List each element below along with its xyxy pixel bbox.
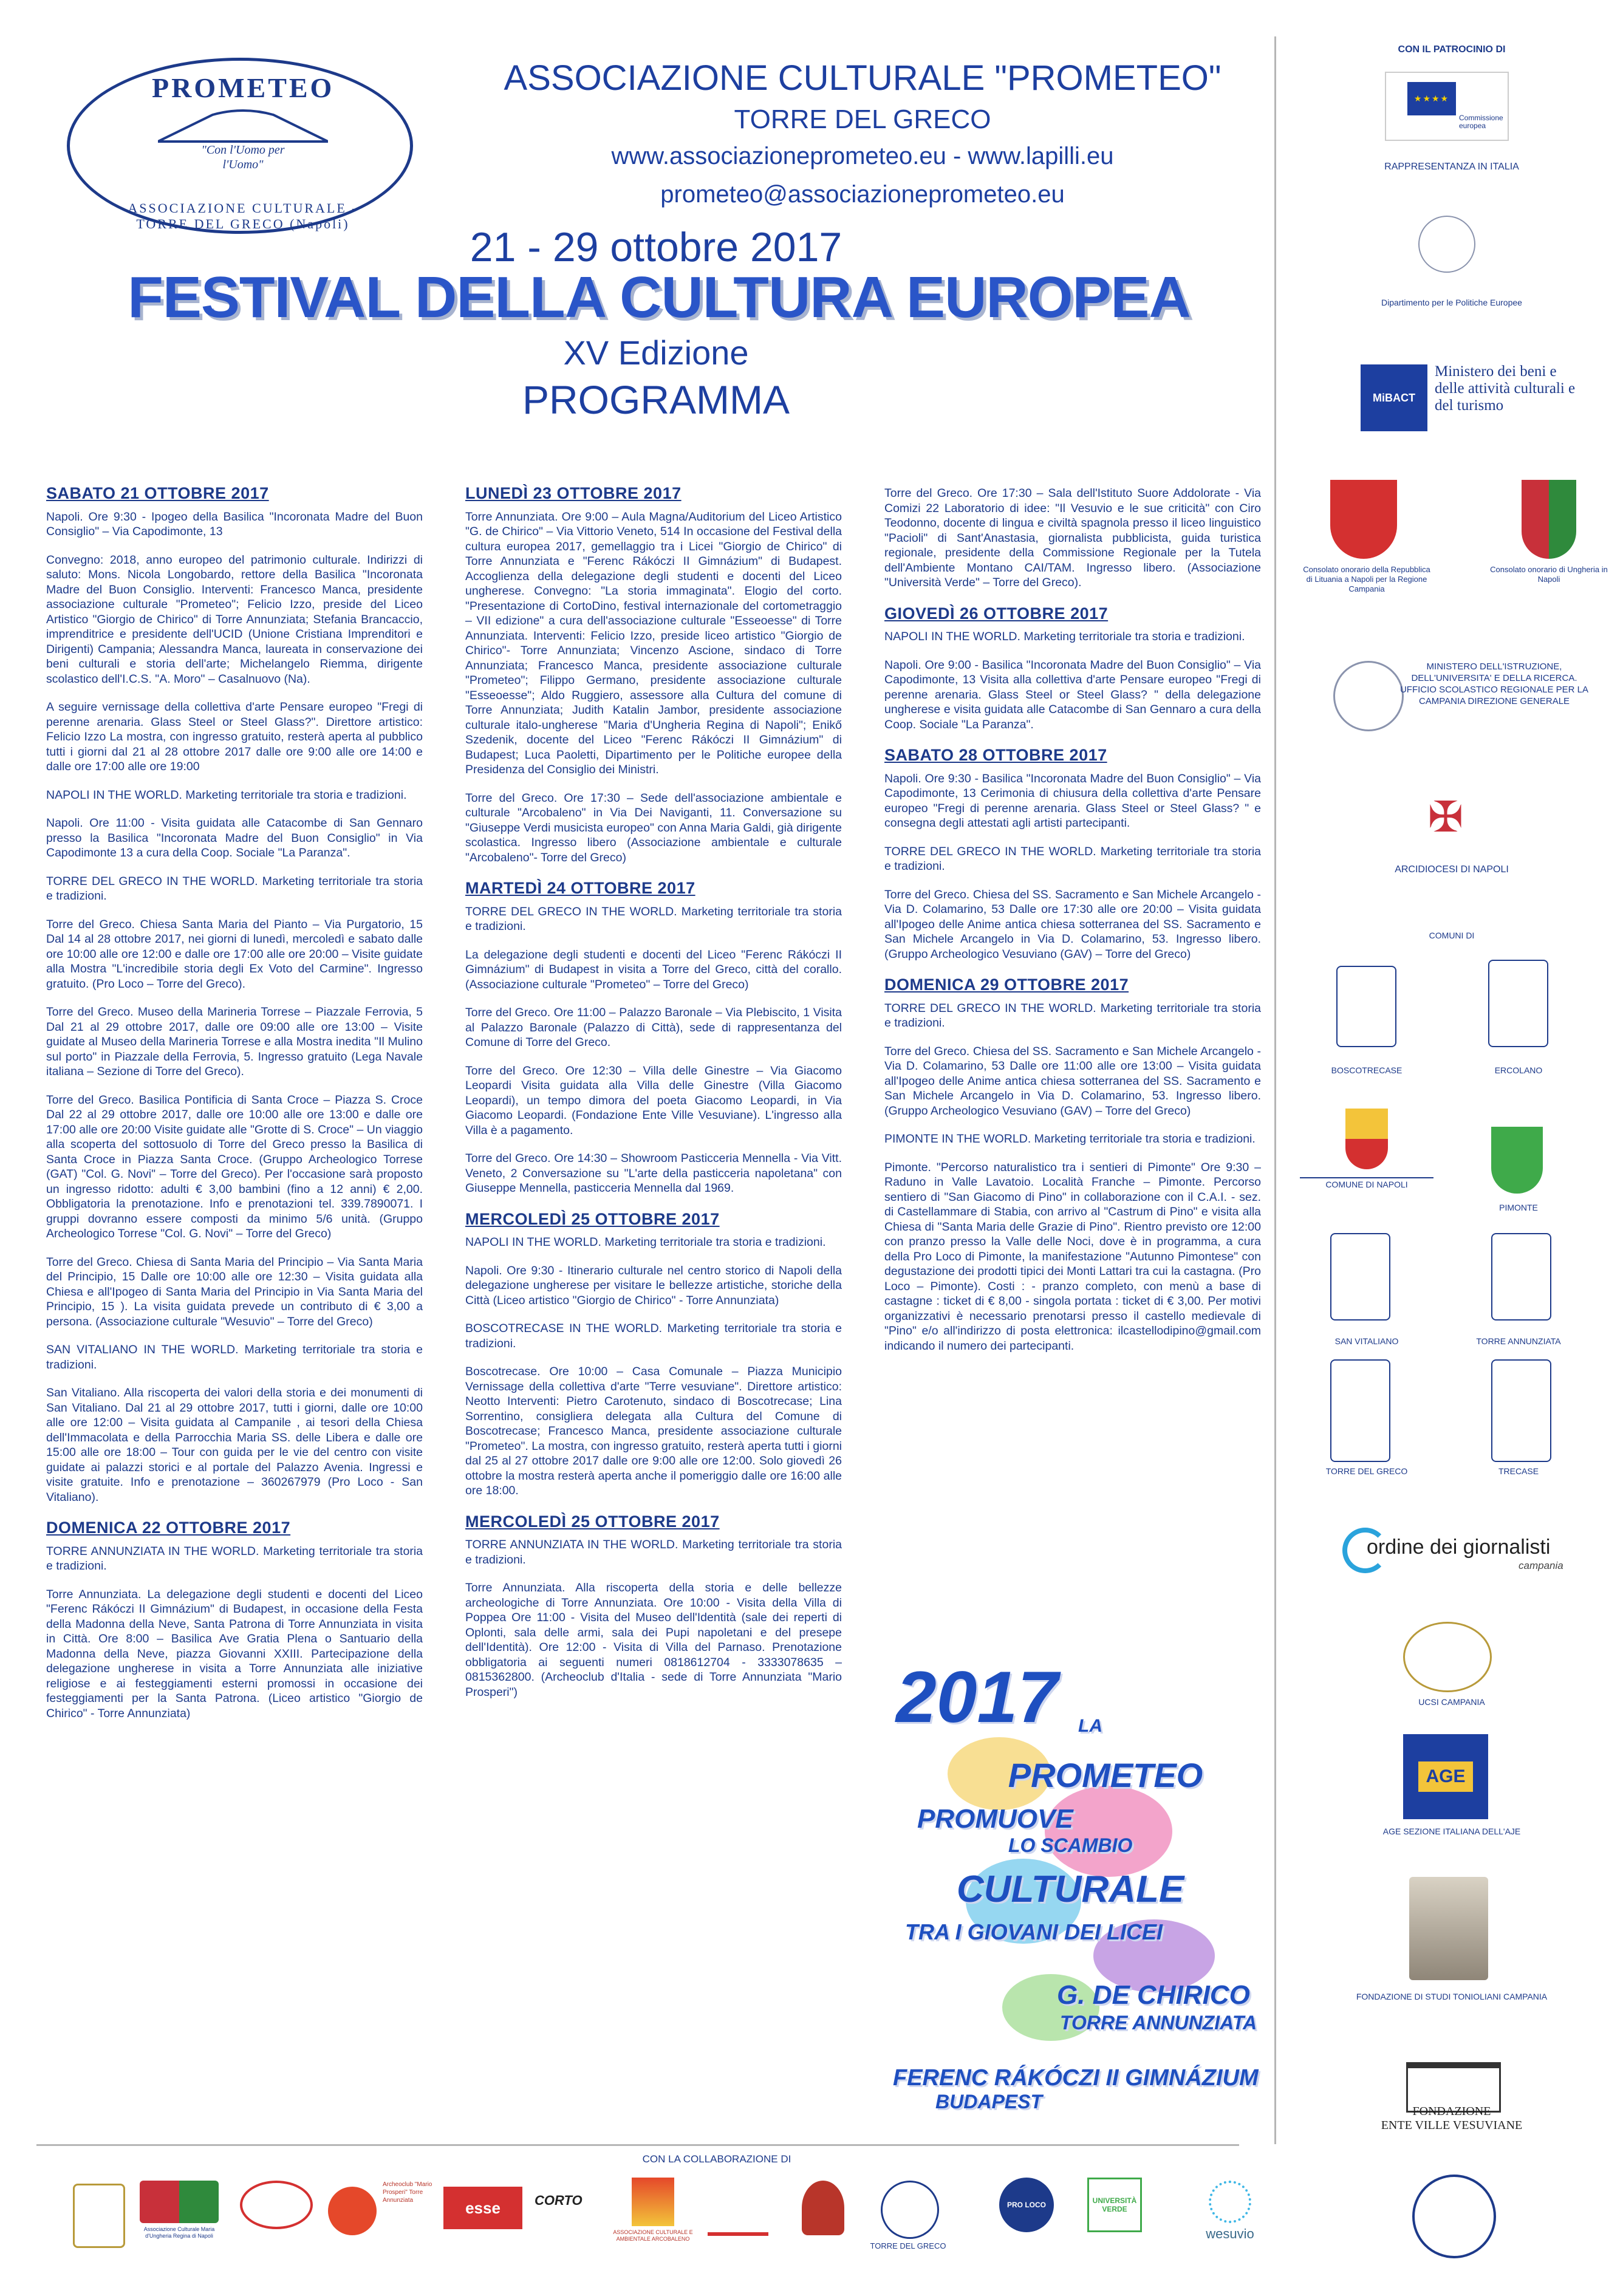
association-name: ASSOCIAZIONE CULTURALE "PROMETEO"	[504, 58, 1222, 98]
event-item: TORRE DEL GRECO IN THE WORLD. Marketing territoriale tra storia e tradizioni.	[465, 904, 842, 933]
promo-prometeo: PROMETEO	[1008, 1756, 1203, 1794]
logo-motto: "Con l'Uomo per l'Uomo"	[201, 143, 285, 171]
program-heading: PROGRAMMA	[522, 377, 790, 422]
partner-liceo-logo-icon	[240, 2181, 313, 2229]
event-item: SAN VITALIANO IN THE WORLD. Marketing territoriale tra storia e tradizioni.	[46, 1343, 423, 1372]
archdiocese-naples: ARCIDIOCESI DI NAPOLI	[1395, 864, 1509, 875]
sidebar-divider	[1274, 36, 1276, 2144]
event-item: Torre del Greco. Chiesa del SS. Sacramento e San Michele Arcangelo - Via D. Colamarino, 53 Dalle ore 11:00 alle ore 13:00 – Visita guidata all'Ipogeo delle Anime antica chiesa sotterranea del SS. Sacramento e San Michele Arcangelo in Via D. Colamarino, 53. Ingresso libero. (Gruppo Archeologico Vesuviano (GAV) – Torre del Greco)	[884, 1044, 1261, 1118]
email-link[interactable]: prometeo@associazioneprometeo.eu	[660, 181, 1065, 208]
patronage-label: CON IL PATROCINIO DI	[1398, 44, 1506, 55]
ucid-logo-icon	[1412, 2175, 1496, 2258]
archdiocese-crest-icon: ✠	[1427, 793, 1464, 841]
promo-year: 2017	[896, 1656, 1058, 1738]
event-item: Napoli. Ore 9:30 - Ipogeo della Basilica "Incoronata Madre del Buon Consiglio" – Via Capodimonte, 13	[46, 510, 423, 538]
dip-politiche-europee: Dipartimento per le Politiche Europee	[1381, 298, 1522, 307]
naples-crest-icon	[1345, 1109, 1388, 1169]
partner-esseoesse: esse oesse	[443, 2187, 522, 2229]
age-logo-text: AGE	[1418, 1761, 1472, 1792]
hungary-coat-of-arms-icon	[1522, 480, 1576, 559]
promo-culturale: CULTURALE	[957, 1868, 1184, 1910]
day-heading: MERCOLEDÌ 25 OTTOBRE 2017	[465, 1512, 720, 1531]
event-item: San Vitaliano. Alla riscoperta dei valori della storia e dei monumenti di San Vitaliano. Dal 21 al 29 ottobre 2017, tutti i giorni, dalle ore 10:00 alle ore 12:00 – Visita guidata al Campanile , ai tesori della Chiesa dell'Immacolata e della Parrocchia Maria SS. delle Libera e dalle ore 15:00 alle ore 18:00 – Tour con guida per le vie del centro con visite guidate ai palazzi storici e al portale del Palazzo Avenia. Ingressi e visite gratuite. Info e prenotazione – 360267979 (Pro Loco - San Vitaliano).	[46, 1386, 423, 1504]
event-item: NAPOLI IN THE WORLD. Marketing territoriale tra storia e tradizioni.	[46, 788, 407, 802]
comune-torre-del-greco: TORRE DEL GRECO	[1325, 1466, 1408, 1476]
event-item: Torre del Greco. Ore 17:30 – Sede dell'associazione ambientale e culturale "Arcobaleno" in Via Dei Naviganti, 11. Conversazione su "Giuseppe Verdi musicista europeo" con Anna Maria Galdi, già dirigente scolastica. Ingresso libero (Associazione ambientale e culturale "Arcobaleno"- Torre del Greco)	[465, 791, 842, 864]
event-item: Torre Annunziata. Alla riscoperta della storia e delle bellezze archeologiche di Torre Annunziata. Ore 10:00 - Visita della Villa di Poppea Ore 11:00 - Visita del Museo dell'Identità (sale dei reperti di Oplonti, sala delle armi, sala dei Pupi napoletani e del presepe dell'Identità). Ore 12:00 - Visita di Villa del Parnaso. Prenotazione obbligatoria ai seguenti numeri 0818612704 - 3333078635 – 0815362800. (Archeoclub d'Italia - sede di Torre Annunziata "Mario Prosperi")	[465, 1581, 842, 1699]
event-item: Convegno: 2018, anno europeo del patrimonio culturale. Indirizzi di saluto: Mons. Nicola Longobardo, rettore della Basilica "Incoronata Madre del Buon Consiglio. Interventi: Francesco Manca, presidente associazione culturale "Prometeo"; Felicio Izzo, preside del Liceo Artistico "Giorgio de Chirico" di Torre Annunziata; Stefania Brancaccio, imprenditrice e presidente dell'UCID (Unione Cristiana Imprenditori e Dirigenti) Campania; Alessandra Manca, laureata in conservazione dei beni culturali e storia dell'arte; Michelangelo Riemma, dirigente scolastico dell'I.C.S. "A. Moro" – Casalnuovo (Na).	[46, 553, 423, 686]
eu-flag-icon: ★★★★	[1407, 82, 1456, 115]
pimonte-crest-icon	[1491, 1127, 1543, 1194]
mibact-logo: MiBACT	[1361, 364, 1427, 431]
edition: XV Edizione	[563, 333, 749, 372]
partner-archeoclub: Archeoclub "Mario Prosperi" Torre Annunziata	[383, 2181, 432, 2204]
event-item: Torre del Greco. Ore 12:30 – Villa delle Ginestre – Via Giacomo Leopardi Visita guidata alla Villa delle Ginestre (Villa Giacomo Leopardi), un tempo dimora del poeta Giacomo Leopardi, in Via Giacomo Leopardi. (Fondazione Ente Ville Vesuviane). L'ingresso alla Villa è a pagamento.	[465, 1064, 842, 1137]
program-column-3	[884, 486, 1261, 1367]
event-item: Napoli. Ore 11:00 - Visita guidata alle Catacombe di San Gennaro presso la Basilica "Incoronata Madre del Buon Consiglio" in Via Capodimonte 13 a cura della Coop. Sociale "La Paranza".	[46, 816, 423, 859]
comune-ercolano: ERCOLANO	[1494, 1065, 1543, 1075]
municipalities-label: COMUNI DI	[1429, 931, 1475, 940]
promo-scambio: LO SCAMBIO	[1008, 1834, 1133, 1856]
partner-arcobaleno-logo-icon	[632, 2178, 674, 2226]
promo-la: LA	[1078, 1716, 1102, 1736]
toniolo-portrait	[1409, 1877, 1488, 1980]
program-column-1	[46, 486, 423, 1734]
miur-emblem-icon	[1333, 661, 1404, 731]
collaboration-label: CON LA COLLABORAZIONE DI	[642, 2153, 791, 2165]
day-heading: LUNEDÌ 23 OTTOBRE 2017	[465, 484, 682, 502]
event-item: Torre del Greco. Ore 14:30 – Showroom Pasticceria Mennella - Via Vitt. Veneto, 2 Conversazione su "L'arte della pasticceria napoletana" con Giuseppe Mennella, pasticceria Mennella dal 1969.	[465, 1152, 842, 1195]
comune-trecase: TRECASE	[1498, 1466, 1539, 1476]
age-logo	[1403, 1734, 1488, 1819]
event-item: TORRE DEL GRECO IN THE WORLD. Marketing territoriale tra storia e tradizioni.	[884, 844, 1261, 873]
partner-gruppo-archeologico-logo-icon	[708, 2184, 768, 2236]
consulate-hungary: Consolato onorario di Ungheria in Napoli	[1490, 565, 1608, 584]
partner-torre-greco: TORRE DEL GRECO	[870, 2241, 946, 2250]
event-item: NAPOLI IN THE WORLD. Marketing territoriale tra storia e tradizioni.	[884, 630, 1245, 643]
promo-ferenc: FERENC RÁKÓCZI II GIMNÁZIUM	[893, 2065, 1259, 2091]
partner-dance-logo-icon	[802, 2181, 844, 2235]
promo-torre: TORRE ANNUNZIATA	[1060, 2012, 1257, 2034]
day-heading: MERCOLEDÌ 25 OTTOBRE 2017	[465, 1209, 720, 1228]
journalists-order-region: campania	[1519, 1560, 1563, 1571]
fondazione-ev-name: ENTE VILLE VESUVIANE	[1381, 2119, 1523, 2132]
comune-pimonte: PIMONTE	[1499, 1203, 1538, 1212]
event-item: Torre del Greco. Chiesa del SS. Sacramento e San Michele Arcangelo - Via D. Colamarino, 53 Dalle ore 17:30 alle ore 20:00 – Visita guidata all'Ipogeo delle Anime antica chiesa sotterranea del SS. Sacramento e San Michele Arcangelo in Via D. Colamarino, 53. Ingresso libero. (Gruppo Archeologico Vesuviano (GAV) – Torre del Greco)	[884, 887, 1261, 961]
festival-title: FESTIVAL DELLA CULTURA EUROPEA	[128, 265, 1191, 330]
journalists-order-name: ordine dei giornalisti	[1367, 1536, 1551, 1559]
event-item: TORRE DEL GRECO IN THE WORLD. Marketing territoriale tra storia e tradizioni.	[46, 874, 423, 903]
event-item: A seguire vernissage della collettiva d'arte Pensare europeo "Fregi di perenne arenaria. Glass Steel or Steel Glass?". Direttore artistico: Felicio Izzo La mostra, con ingresso gratuito, resterà aperta al pubblico tutti i giorni dal 21 al 28 ottobre 2017 dalle ore 9:00 alle ore 14:00 e dalle ore 17:00 alle ore 19:00	[46, 700, 423, 773]
day-heading: SABATO 28 OTTOBRE 2017	[884, 746, 1107, 764]
event-item: TORRE DEL GRECO IN THE WORLD. Marketing territoriale tra storia e tradizioni.	[884, 1001, 1261, 1030]
event-item: PIMONTE IN THE WORLD. Marketing territoriale tra storia e tradizioni.	[884, 1132, 1256, 1146]
event-item: TORRE ANNUNZIATA IN THE WORLD. Marketing territoriale tra storia e tradizioni.	[46, 1544, 423, 1573]
event-item: Napoli. Ore 9:30 - Basilica "Incoronata Madre del Buon Consiglio" – Via Capodimonte, 13 Cerimonia di chiusura della collettiva d'arte Pensare europeo "Fregi di perenne arenaria. Glass Steel or Steel Glass? " e consegna degli attestati agli artisti partecipanti.	[884, 771, 1261, 830]
event-item: Napoli. Ore 9:00 - Basilica "Incoronata Madre del Buon Consiglio" – Via Capodimonte, 13 Visita alla collettiva d'arte Pensare europeo "Fregi di perenne arenaria. Glass Steel or Steel Glass? " della delegazione ungherese e visita guidata alle Catacombe di San Gennaro a cura della Coop. Sociale "La Paranza".	[884, 658, 1261, 731]
logo-ring-text: ASSOCIAZIONE CULTURALE - TORRE DEL GRECO (Napoli)	[128, 200, 358, 231]
partner-wesuvio: wesuvio	[1206, 2226, 1254, 2241]
day-heading: SABATO 21 OTTOBRE 2017	[46, 484, 269, 502]
event-item: Torre del Greco. Chiesa Santa Maria del Pianto – Via Purgatorio, 15 Dal 14 al 28 ottobre 2017, nei giorni di lunedì, mercoledì e sabato dalle ore 10:00 alle ore 12:00 e dalle ore 17:00 alle ore 20:00 – Visite guidate alla Mostra "L'incredibile storia degli Ex Voto del Carmine". Ingresso gratuito. (Pro Loco – Torre del Greco).	[46, 917, 423, 991]
event-item: TORRE ANNUNZIATA IN THE WORLD. Marketing territoriale tra storia e tradizioni.	[465, 1538, 842, 1567]
day-heading: GIOVEDÌ 26 OTTOBRE 2017	[884, 604, 1109, 623]
event-item: Torre del Greco. Ore 17:30 – Sala dell'Istituto Suore Addolorate - Via Comizi 22 Laboratorio di idee: "Il Vesuvio e le sue criticità" con Ciro Teodonno, docente di lingua e civiltà spagnola presso il liceo linguistico "Pacioli" di Sant'Anastasia, giornalista pubblicista, guida turistica regionale, presidente della Commissione Regionale per la Tutela dell'Ambiente Montano CAI/TAM. Ingresso libero. (Associazione "Università Verde" – Torre del Greco).	[884, 487, 1261, 589]
italian-republic-emblem-icon	[1418, 216, 1475, 273]
partner-archeoclub-logo-icon	[328, 2187, 377, 2235]
ec-caption: RAPPRESENTANZA IN ITALIA	[1384, 162, 1519, 172]
promo-giovani: TRA I GIOVANI DEI LICEI	[905, 1919, 1163, 1944]
day-heading: MARTEDÌ 24 OTTOBRE 2017	[465, 879, 695, 897]
promo-budapest: BUDAPEST	[935, 2091, 1043, 2113]
footer-divider	[36, 2144, 1239, 2146]
association-city: TORRE DEL GRECO	[734, 104, 991, 134]
ucsi-logo-icon	[1403, 1622, 1492, 1692]
event-item: Torre Annunziata. Ore 9:00 – Aula Magna/Auditorium del Liceo Artistico "G. de Chirico" – Via Vittorio Veneto, 514 In occasione del Festival della cultura europea 2017, gemellaggio tra i Licei "Giorgio de Chirico" di Torre Annunziata e "Ferenc Rákóczi II Gimnázium" di Budapest. Accoglienza della delegazione degli studenti e docenti del Liceo ungherese. Convegno: "La storia immaginata". Elogio del corto. "Presentazione di CortoDino, festival internazionale del cortometraggio – VII edizione" a cura dell'associazione culturale "Esseoesse" di Torre Annunziata. Interventi: Felicio Izzo, preside liceo artistico "Giorgio de Chirico"- Torre Annunziata; Vincenzo Ascione, sindaco di Torre Annunziata; Francesco Manca, presidente associazione culturale "Prometeo"; Filippo Germano, presidente associazione culturale "Esseoesse"; Aldo Ruggiero, assessore alla Cultura del comune di Torre Annunziata; Judith Katalin Jambor, presidente associazione culturale italo-ungherese "Maria d'Ungheria Regina di Napoli"; Enikő Szedenik, docente del Liceo "Ferenc Rákóczi II Gimnázium" di Budapest; Luca Paoletti, Dipartimento per le Politiche europee della Presidenza del Consiglio dei Ministri.	[465, 510, 842, 776]
torre-annunziata-crest-icon	[1491, 1233, 1551, 1321]
festival-dates: 21 - 29 ottobre 2017	[470, 224, 842, 270]
ercolano-crest-icon	[1488, 960, 1548, 1047]
event-item: Napoli. Ore 9:30 - Itinerario culturale nel centro storico di Napoli della delegazione ungherese per visitare le bellezze artistiche, storiche della Città (Liceo artistico "Giorgio de Chirico" - Torre Annunziata)	[465, 1263, 842, 1307]
event-item: Torre del Greco. Ore 11:00 – Palazzo Baronale – Via Plebiscito, 1 Visita al Palazzo Baronale (Palazzo di Città), sede di rappresentanza del Comune di Torre del Greco.	[465, 1006, 842, 1049]
partner-maria-ungheria: Associazione Culturale Maria d'Ungheria Regina di Napoli	[143, 2226, 215, 2239]
trecase-crest-icon	[1491, 1359, 1551, 1462]
boscotrecase-crest-icon	[1336, 966, 1396, 1047]
partner-wesuvio-logo-icon	[1209, 2181, 1251, 2223]
promo-chirico: G. DE CHIRICO	[1057, 1980, 1250, 2010]
european-commission-logo	[1385, 72, 1509, 141]
day-heading: DOMENICA 22 OTTOBRE 2017	[46, 1519, 291, 1537]
partner-pro-loco: PRO LOCO	[999, 2178, 1054, 2232]
fondazione-toniolo: FONDAZIONE DI STUDI TONIOLIANI CAMPANIA	[1356, 1992, 1548, 2001]
event-item: Boscotrecase. Ore 10:00 – Casa Comunale – Piazza Municipio Vernissage della collettiva d'arte "Terre vesuviane". Direttore artistico: Neotto Interventi: Pietro Carotenuto, sindaco di Boscotrecase; Lina Sorrentino, consigliera delegata alla Cultura del Comune di Boscotrecase; Francesco Manca, presidente associazione culturale "Prometeo". La mostra, con ingresso gratuito, resterà aperta tutti i giorni dal 25 al 27 ottobre 2017 dalle ore 9:00 alle ore 12:00. Solo giovedì 26 ottobre la mostra resterà aperta anche il pomeriggio dalle ore 16:00 alle ore 18:00.	[465, 1365, 842, 1497]
comune-san-vitaliano: SAN VITALIANO	[1334, 1336, 1399, 1346]
comune-napoli: COMUNE DI NAPOLI	[1300, 1177, 1433, 1191]
promo-promuove: PROMUOVE	[917, 1804, 1073, 1834]
san-vitaliano-crest-icon	[1330, 1233, 1390, 1321]
comune-torre-annunziata: TORRE ANNUNZIATA	[1476, 1336, 1561, 1346]
partner-maria-ungheria-logo-icon	[140, 2181, 219, 2223]
logo-title: PROMETEO	[152, 72, 335, 103]
partner-crest-icon	[73, 2184, 125, 2248]
partner-torre-greco-logo-icon	[881, 2181, 939, 2239]
lithuania-coat-of-arms-icon	[1330, 480, 1397, 559]
torre-del-greco-crest-icon	[1330, 1359, 1390, 1462]
ucsi-campania: UCSI CAMPANIA	[1418, 1697, 1485, 1707]
partner-cortodino: CORTO	[535, 2193, 583, 2208]
event-item: La delegazione degli studenti e docenti del Liceo "Ferenc Rákóczi II Gimnázium" di Budapest in visita a Torre del Greco, città del corallo. (Associazione culturale "Prometeo" – Torre del Greco)	[465, 948, 842, 991]
age-caption: AGE SEZIONE ITALIANA DELL'AJE	[1382, 1826, 1521, 1836]
event-item: BOSCOTRECASE IN THE WORLD. Marketing territoriale tra storia e tradizioni.	[465, 1322, 842, 1350]
program-column-2	[465, 486, 842, 1713]
ec-label: Commissione europea	[1459, 114, 1503, 130]
miur-name: MINISTERO DELL'ISTRUZIONE, DELL'UNIVERSITA' E DELLA RICERCA. UFFICIO SCOLASTICO REGIONALE PER LA CAMPANIA DIREZIONE GENERALE	[1399, 661, 1589, 706]
mibact-name: Ministero dei beni e delle attività culturali e del turismo	[1435, 363, 1576, 414]
event-item: Torre Annunziata. La delegazione degli studenti e docenti del Liceo "Ferenc Rákóczi II Gimnázium" di Budapest, in occasione della Festa della Madonna della Neve, Santa Patrona di Torre Annunziata in visita in Città. Ore 8:00 – Basilica Ave Gratia Plena o Santuario della Madonna della Neve, piazza Giovanni XXIII. Partecipazione della delegazione ungherese in visita a Torre Annunziata alle iniziative religiose e ai festeggiamenti esterni promossi in occasione dei festeggiamenti per la Santa Patrona. (Liceo artistico "Giorgio de Chirico" - Torre Annunziata)	[46, 1587, 423, 1720]
partner-arcobaleno: ASSOCIAZIONE CULTURALE E AMBIENTALE ARCOBALENO	[613, 2229, 693, 2242]
vesuvius-logo-icon	[158, 106, 328, 143]
event-item: Torre del Greco. Chiesa di Santa Maria del Principio – Via Santa Maria del Principio, 15 Dalle ore 10:00 alle ore 12:30 – Visita guidata alla Chiesa e all'Ipogeo di Santa Maria del Principio in Via Santa Maria del Principio, 15 ). La visita guidata prevede un contributo di € 3,00 a persona. (Associazione culturale "Wesuvio" – Torre del Greco)	[46, 1255, 423, 1328]
website-links[interactable]: www.associazioneprometeo.eu - www.lapilli.eu	[611, 143, 1114, 169]
event-item: NAPOLI IN THE WORLD. Marketing territoriale tra storia e tradizioni.	[465, 1235, 826, 1249]
event-item: Pimonte. "Percorso naturalistico tra i sentieri di Pimonte" Ore 9:30 – Raduno in Valle Lavatoio. Località Franche – Pimonte. Percorso sentiero di "San Giacomo di Pino" in collaborazione con il C.A.I. - sez. di Castellammare di Stabia, con arrivo al "Castrum di Pino" e visita alla Chiesa di "Santa Maria delle Grazie di Pino". Rientro previsto ore 12:00 con pranzo presso la Valle delle Noci, dove è in programma, a cura della Pro Loco di Pimonte, la manifestazione "Autunno Pimontese" con degustazione dei prodotti tipici dei Monti Lattari tra cui la castagna. (Pro Loco – Pimonte). Costi : - pranzo completo, con menù a base di castagne : ticket di € 8,00 - singola portata : ticket di € 3,00. Per motivi organizzativi è necessario prenotarsi presso il castello medievale di "Pino" e/o all'indirizzo di posta elettronica: ilcastellodipino@gmail.com indicando il numero dei partecipanti.	[884, 1160, 1261, 1353]
event-item: Torre del Greco. Museo della Marineria Torrese – Piazzale Ferrovia, 5 Dal 21 al 29 ottobre 2017, dalle ore 09:00 alle ore 13:00 – Visite guidate al Museo della Marineria Torrese e alla Mostra inedita "Il Mulino sul porto" in Piazzale della Ferrovia, 5. Ingresso gratuito (Lega Navale italiana – Sezione di Torre del Greco).	[46, 1005, 423, 1078]
event-item: Torre del Greco. Basilica Pontificia di Santa Croce – Piazza S. Croce Dal 22 al 29 ottobre 2017, dalle ore 10:00 alle ore 13:00 e dalle ore 17:00 alle ore 20:00 Visite guidate alle "Grotte di S. Croce" – Un viaggio alla scoperta del sottosuolo di Torre del Greco presso la Basilica di Santa Croce in Piazza Santa Croce. (Gruppo Archeologico Torrese (GAT) "Col. G. Novi" – Torre del Greco). Per l'occasione sarà proposto un ingresso ridotto: adulti € 3,00 bambini (fino a 12 anni) € 2,00. Obbligatoria la prenotazione. Info e prenotazioni tel. 339.7890071. I gruppi dovranno essere composti da minimo 5/6 unità. (Gruppo Archeologico Torrese "Col. G. Novi" – Torre del Greco)	[46, 1093, 423, 1240]
day-heading: DOMENICA 29 OTTOBRE 2017	[884, 975, 1129, 994]
fondazione-ev-label: FONDAZIONE	[1412, 2105, 1491, 2118]
partner-universita-verde: UNIVERSITÀ VERDE	[1087, 2178, 1142, 2232]
comune-boscotrecase: BOSCOTRECASE	[1331, 1065, 1403, 1075]
consulate-lithuania: Consolato onorario della Repubblica di Lituania a Napoli per la Regione Campania	[1303, 565, 1430, 593]
